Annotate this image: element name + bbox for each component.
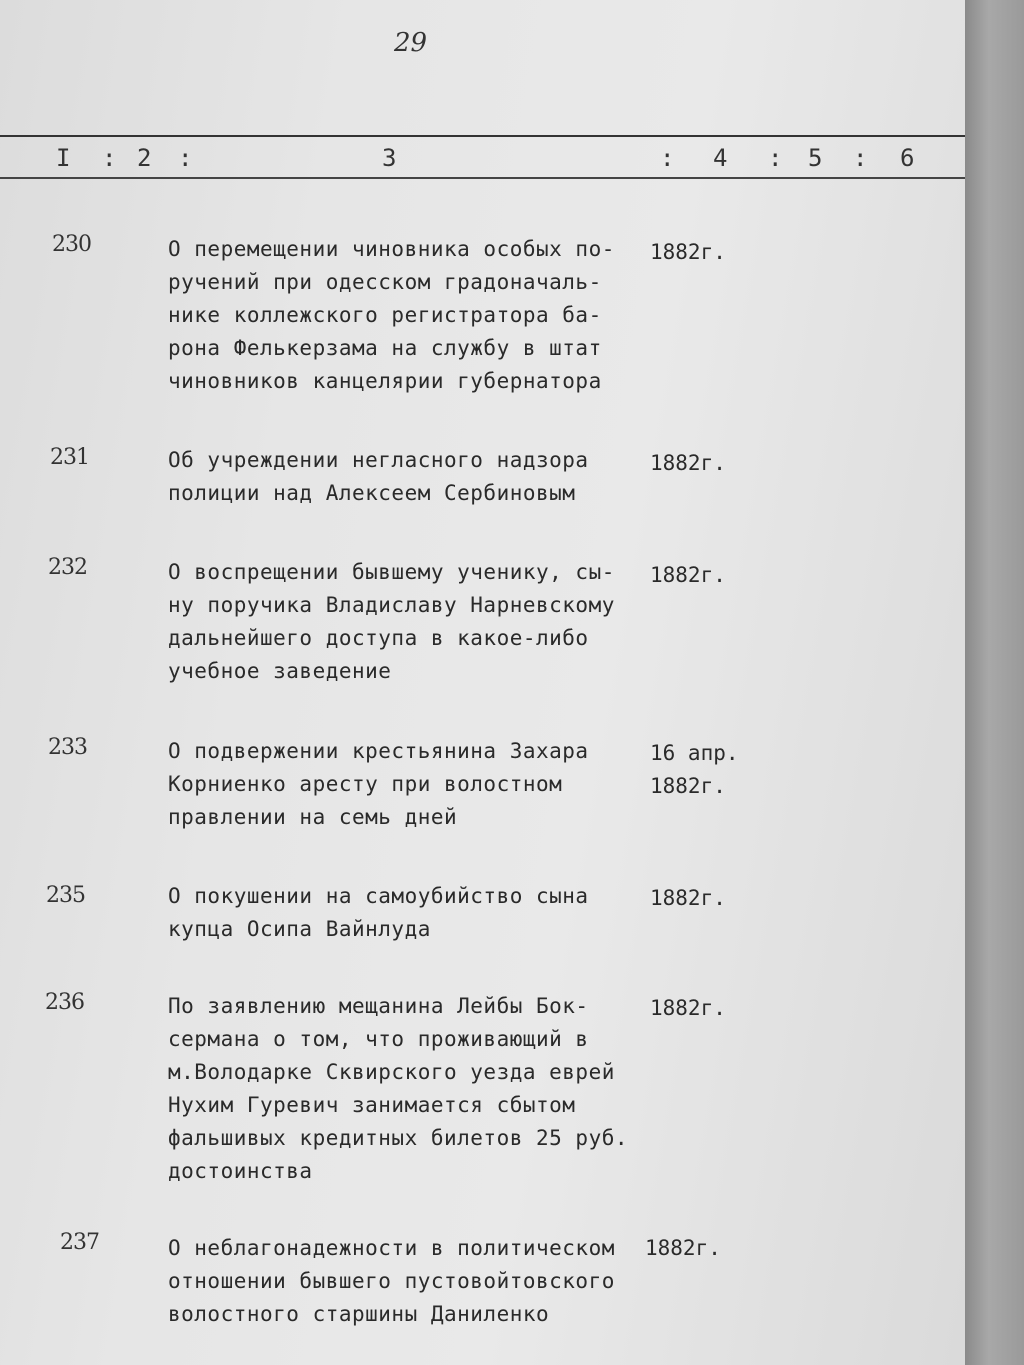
column-header-4: 4 [713, 144, 728, 172]
entry-number: 233 [48, 735, 87, 760]
column-separator: : [660, 144, 675, 172]
entry-number: 235 [46, 883, 85, 908]
entry-number: 236 [45, 990, 84, 1015]
entry-date: 1882г. [645, 1236, 721, 1260]
column-separator: : [178, 144, 193, 172]
entry-description: По заявлению мещанина Лейбы Бок- сермана о том, что проживающий в м.Володарке Сквирского уезда еврей Нухим Гуревич занимается сбытом фальшивых кредитных билетов 25 руб. достоинства [168, 994, 629, 1183]
entry-date: 1882г. [650, 563, 726, 587]
header-top-rule [0, 135, 965, 137]
entry-number: 237 [60, 1230, 99, 1255]
entry-date: 1882г. [650, 451, 726, 475]
entry-number: 230 [52, 232, 91, 257]
entry-number: 232 [48, 555, 87, 580]
page-number: 29 [394, 28, 428, 58]
column-header-6: 6 [900, 144, 915, 172]
column-header-3: 3 [382, 144, 397, 172]
entry-description: О неблагонадежности в политическом отношении бывшего пустовойтовского волостного старшины Даниленко [168, 1236, 615, 1326]
entry-date: 16 апр. 1882г. [650, 741, 739, 798]
entry-description: О воспрещении бывшему ученику, сы- ну поручика Владиславу Нарневскому дальнейшего доступа в какое-либо учебное заведение [168, 560, 615, 683]
entry-number: 231 [50, 445, 89, 470]
entry-date: 1882г. [650, 886, 726, 910]
column-separator: : [853, 144, 868, 172]
entry-date: 1882г. [650, 996, 726, 1020]
column-separator: : [102, 144, 117, 172]
entry-description: Об учреждении негласного надзора полиции над Алексеем Сербиновым [168, 448, 589, 505]
column-header-5: 5 [808, 144, 823, 172]
column-separator: : [768, 144, 783, 172]
column-header-1: I [56, 144, 71, 172]
column-header-2: 2 [137, 144, 152, 172]
entry-description: О перемещении чиновника особых по- ручений при одесском градоначаль- нике коллежского регистратора ба- рона Фелькерзама на службу в штат чиновников канцелярии губернатора [168, 237, 615, 393]
header-bottom-rule [0, 177, 965, 179]
entry-date: 1882г. [650, 240, 726, 264]
entry-description: О подвержении крестьянина Захара Корниенко аресту при волостном правлении на семь дней [168, 739, 589, 829]
page-edge-shadow [965, 0, 1024, 1365]
entry-description: О покушении на самоубийство сына купца Осипа Вайнлуда [168, 884, 589, 941]
